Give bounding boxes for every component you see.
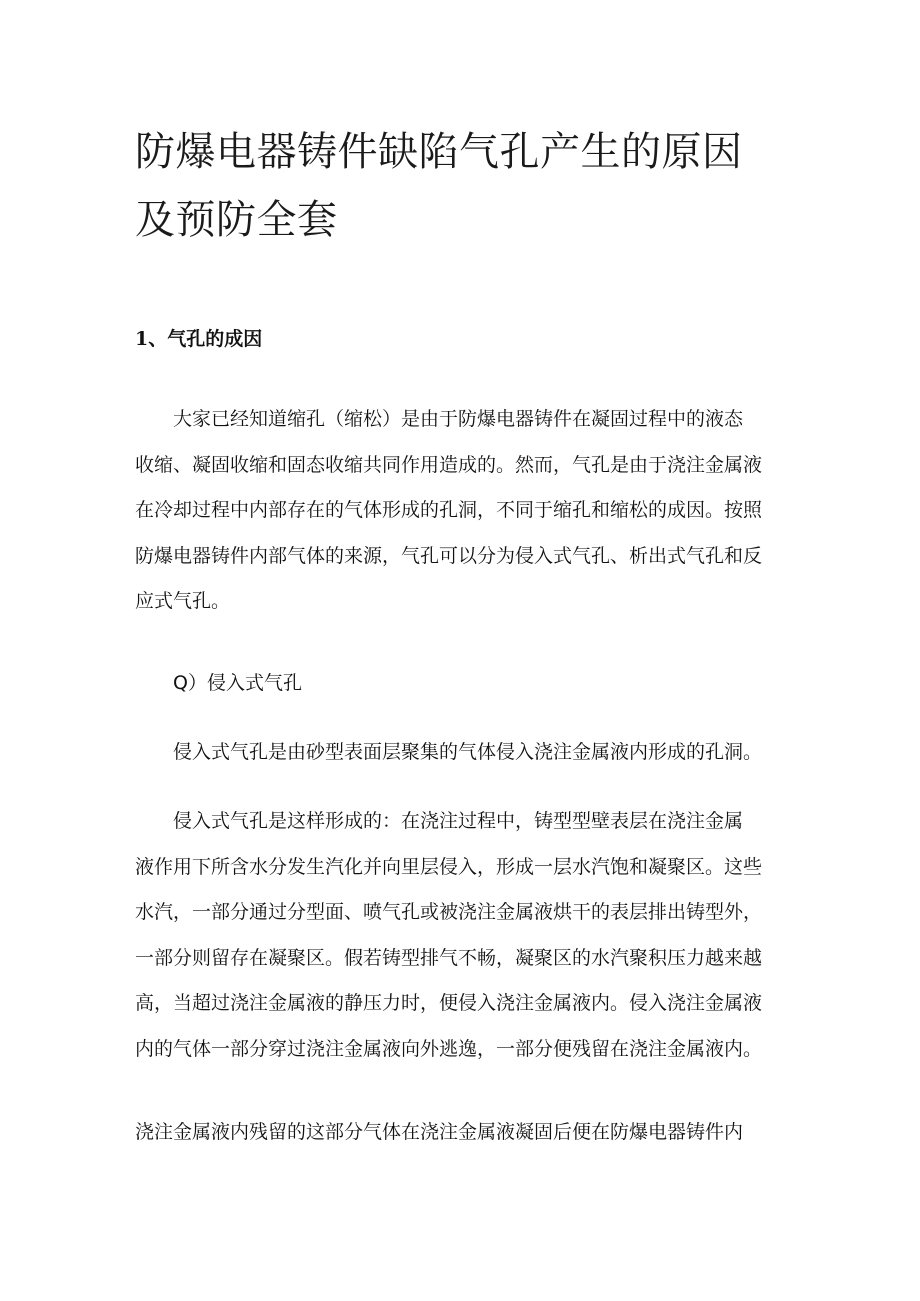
text-line: 应式气孔。 (135, 590, 231, 613)
text-line: 浇注金属液内残留的这部分气体在浇注金属液凝固后便在防爆电器铸件内 (135, 1121, 744, 1143)
section-heading: 1、气孔的成因 (135, 328, 263, 350)
text-line: 液作用下所含水分发生汽化并向里层侵入，形成一层水汽饱和凝聚区。这些 (135, 855, 763, 878)
title-line: 防爆电器铸件缺陷气孔产生的原因 (135, 129, 743, 175)
subheading-invasive-porosity (135, 661, 795, 707)
paragraph-causes-intro (135, 397, 795, 625)
text-line: 水汽，一部分通过分型面、喷气孔或被浇注金属液烘干的表层排出铸型外， (135, 901, 763, 924)
text-line: 侵入式气孔是由砂型表面层聚集的气体侵入浇注金属液内形成的孔洞。 (135, 741, 763, 763)
text-line: 大家已经知道缩孔（缩松）是由于防爆电器铸件在凝固过程中的液态 (135, 408, 744, 430)
text-line: 防爆电器铸件内部气体的来源，气孔可以分为侵入式气孔、析出式气孔和反 (135, 544, 763, 567)
text-line: 内的气体一部分穿过浇注金属液向外逃逸，一部分便残留在浇注金属液内。 (135, 1037, 763, 1060)
paragraph-invasive-formation (135, 799, 795, 1073)
text-line: 一部分则留存在凝聚区。假若铸型排气不畅，凝聚区的水汽聚积压力越来越 (135, 946, 763, 969)
paragraph-invasive-definition (135, 730, 795, 776)
text-line: 收缩、凝固收缩和固态收缩共同作用造成的。然而，气孔是由于浇注金属液 (135, 453, 763, 476)
paragraph-residual-gas (135, 1110, 795, 1156)
text-line: 侵入式气孔是这样形成的：在浇注过程中，铸型型壁表层在浇注金属 (135, 810, 744, 832)
text-line: Q）侵入式气孔 (135, 672, 302, 694)
title-line: 及预防全套 (135, 197, 338, 243)
text-line: 在冷却过程中内部存在的气体形成的孔洞，不同于缩孔和缩松的成因。按照 (135, 499, 763, 522)
text-line: 高，当超过浇注金属液的静压力时，便侵入浇注金属液内。侵入浇注金属液 (135, 992, 763, 1015)
document-title (135, 118, 835, 254)
